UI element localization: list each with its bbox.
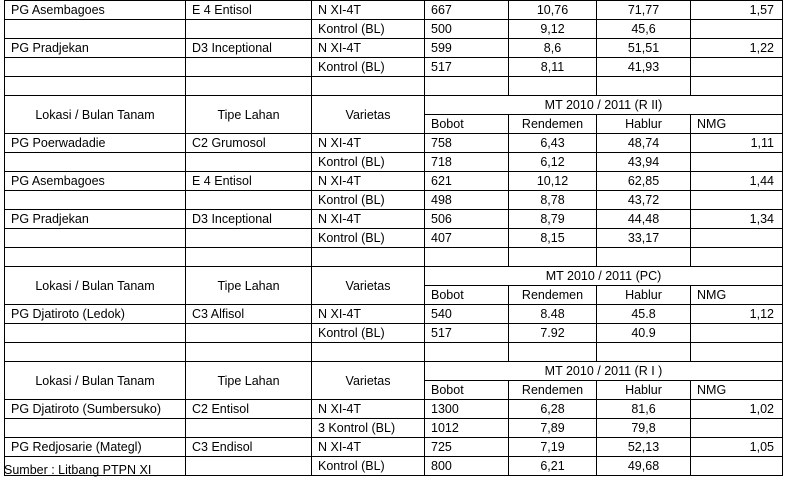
cell-bobot: 517: [425, 324, 509, 343]
table-row: [5, 1, 783, 20]
header-bobot: Bobot: [425, 286, 509, 305]
cell-hablur: 41,93: [597, 58, 691, 77]
table-row: [5, 58, 783, 77]
table-row: [5, 20, 783, 39]
cell-varietas: N XI-4T: [312, 1, 425, 20]
cell-nmg: 1,22: [691, 39, 783, 58]
cell-nmg: [691, 191, 783, 210]
table-row: [5, 210, 783, 229]
empty-cell: [5, 248, 186, 267]
cell-varietas: Kontrol (BL): [312, 324, 425, 343]
header-rendemen: Rendemen: [509, 286, 597, 305]
cell-rendemen: 10,12: [509, 172, 597, 191]
cell-tipe-lahan: E 4 Entisol: [186, 172, 312, 191]
cell-tipe-lahan: [186, 419, 312, 438]
cell-bobot: 758: [425, 134, 509, 153]
empty-cell: [691, 248, 783, 267]
data-table: [4, 0, 783, 476]
cell-nmg: [691, 457, 783, 476]
header-lokasi: Lokasi / Bulan Tanam: [5, 362, 186, 400]
cell-varietas: N XI-4T: [312, 305, 425, 324]
header-tipe-lahan: Tipe Lahan: [186, 362, 312, 400]
cell-bobot: 800: [425, 457, 509, 476]
empty-cell: [597, 77, 691, 96]
cell-tipe-lahan: C2 Grumosol: [186, 134, 312, 153]
header-season: MT 2010 / 2011 (R II): [425, 96, 783, 115]
empty-cell: [691, 77, 783, 96]
cell-rendemen: 6,43: [509, 134, 597, 153]
cell-hablur: 62,85: [597, 172, 691, 191]
cell-nmg: [691, 58, 783, 77]
cell-lokasi: PG Redjosarie (Mategl): [5, 438, 186, 457]
header-hablur: Hablur: [597, 381, 691, 400]
header-season: MT 2010 / 2011 (R I ): [425, 362, 783, 381]
cell-bobot: 725: [425, 438, 509, 457]
cell-varietas: Kontrol (BL): [312, 153, 425, 172]
spacer-row: [5, 248, 783, 267]
cell-nmg: 1,05: [691, 438, 783, 457]
cell-tipe-lahan: [186, 229, 312, 248]
cell-bobot: 667: [425, 1, 509, 20]
header-lokasi: Lokasi / Bulan Tanam: [5, 96, 186, 134]
cell-lokasi: PG Poerwadadie: [5, 134, 186, 153]
cell-rendemen: 8,6: [509, 39, 597, 58]
cell-lokasi: PG Pradjekan: [5, 39, 186, 58]
header-nmg: NMG: [691, 115, 783, 134]
header-bobot: Bobot: [425, 381, 509, 400]
cell-tipe-lahan: [186, 20, 312, 39]
empty-cell: [509, 248, 597, 267]
cell-bobot: 1300: [425, 400, 509, 419]
empty-cell: [509, 343, 597, 362]
cell-varietas: Kontrol (BL): [312, 457, 425, 476]
cell-hablur: 33,17: [597, 229, 691, 248]
header-varietas: Varietas: [312, 362, 425, 400]
cell-rendemen: 7,89: [509, 419, 597, 438]
cell-lokasi: [5, 419, 186, 438]
cell-lokasi: [5, 20, 186, 39]
cell-varietas: N XI-4T: [312, 134, 425, 153]
header-season: MT 2010 / 2011 (PC): [425, 267, 783, 286]
cell-bobot: 718: [425, 153, 509, 172]
table-row: [5, 324, 783, 343]
cell-hablur: 45.8: [597, 305, 691, 324]
empty-cell: [312, 77, 425, 96]
cell-varietas: N XI-4T: [312, 400, 425, 419]
cell-hablur: 71,77: [597, 1, 691, 20]
cell-lokasi: [5, 324, 186, 343]
table-row: [5, 134, 783, 153]
cell-hablur: 45,6: [597, 20, 691, 39]
cell-varietas: N XI-4T: [312, 39, 425, 58]
cell-rendemen: 7,19: [509, 438, 597, 457]
cell-rendemen: 8,78: [509, 191, 597, 210]
cell-nmg: [691, 419, 783, 438]
spacer-row: [5, 343, 783, 362]
header-tipe-lahan: Tipe Lahan: [186, 267, 312, 305]
cell-varietas: 3 Kontrol (BL): [312, 419, 425, 438]
empty-cell: [597, 343, 691, 362]
cell-tipe-lahan: [186, 457, 312, 476]
cell-rendemen: 6,21: [509, 457, 597, 476]
cell-tipe-lahan: E 4 Entisol: [186, 1, 312, 20]
empty-cell: [186, 248, 312, 267]
cell-hablur: 51,51: [597, 39, 691, 58]
cell-bobot: 540: [425, 305, 509, 324]
empty-cell: [425, 248, 509, 267]
empty-cell: [312, 343, 425, 362]
cell-tipe-lahan: [186, 58, 312, 77]
cell-hablur: 48,74: [597, 134, 691, 153]
cell-hablur: 81,6: [597, 400, 691, 419]
cell-varietas: Kontrol (BL): [312, 191, 425, 210]
cell-varietas: Kontrol (BL): [312, 229, 425, 248]
table-row: [5, 39, 783, 58]
cell-nmg: 1,12: [691, 305, 783, 324]
empty-cell: [425, 343, 509, 362]
empty-cell: [5, 343, 186, 362]
empty-cell: [186, 343, 312, 362]
empty-cell: [312, 248, 425, 267]
cell-hablur: 49,68: [597, 457, 691, 476]
cell-nmg: 1,44: [691, 172, 783, 191]
empty-cell: [691, 343, 783, 362]
header-varietas: Varietas: [312, 267, 425, 305]
cell-rendemen: 8,79: [509, 210, 597, 229]
cell-hablur: 43,72: [597, 191, 691, 210]
cell-lokasi: [5, 153, 186, 172]
header-rendemen: Rendemen: [509, 115, 597, 134]
cell-lokasi: PG Djatiroto (Sumbersuko): [5, 400, 186, 419]
cell-hablur: 43,94: [597, 153, 691, 172]
cell-nmg: 1,57: [691, 1, 783, 20]
cell-bobot: 500: [425, 20, 509, 39]
cell-lokasi: [5, 229, 186, 248]
cell-lokasi: PG Djatiroto (Ledok): [5, 305, 186, 324]
spacer-row: [5, 77, 783, 96]
cell-rendemen: 6,12: [509, 153, 597, 172]
cell-varietas: N XI-4T: [312, 210, 425, 229]
empty-cell: [597, 248, 691, 267]
cell-rendemen: 8.48: [509, 305, 597, 324]
cell-nmg: [691, 229, 783, 248]
table-row: [5, 438, 783, 457]
table-row: [5, 153, 783, 172]
cell-lokasi: PG Asembagoes: [5, 172, 186, 191]
cell-varietas: N XI-4T: [312, 438, 425, 457]
cell-varietas: Kontrol (BL): [312, 20, 425, 39]
cell-varietas: Kontrol (BL): [312, 58, 425, 77]
table-row: [5, 305, 783, 324]
cell-tipe-lahan: [186, 153, 312, 172]
header-varietas: Varietas: [312, 96, 425, 134]
table-row: [5, 419, 783, 438]
header-tipe-lahan: Tipe Lahan: [186, 96, 312, 134]
cell-bobot: 506: [425, 210, 509, 229]
table-row: [5, 229, 783, 248]
table-row: [5, 191, 783, 210]
cell-nmg: [691, 153, 783, 172]
source-note: Sumber : Litbang PTPN XI: [4, 463, 152, 477]
header-nmg: NMG: [691, 286, 783, 305]
cell-lokasi: PG Asembagoes: [5, 1, 186, 20]
header-row: [5, 362, 783, 381]
cell-rendemen: 7.92: [509, 324, 597, 343]
header-hablur: Hablur: [597, 115, 691, 134]
cell-tipe-lahan: C3 Endisol: [186, 438, 312, 457]
cell-rendemen: 9,12: [509, 20, 597, 39]
cell-bobot: 498: [425, 191, 509, 210]
cell-nmg: 1,34: [691, 210, 783, 229]
cell-bobot: 1012: [425, 419, 509, 438]
header-nmg: NMG: [691, 381, 783, 400]
cell-rendemen: 8,11: [509, 58, 597, 77]
cell-lokasi: PG Pradjekan: [5, 210, 186, 229]
cell-bobot: 621: [425, 172, 509, 191]
cell-hablur: 44,48: [597, 210, 691, 229]
cell-tipe-lahan: D3 Inceptional: [186, 39, 312, 58]
header-rendemen: Rendemen: [509, 381, 597, 400]
cell-tipe-lahan: D3 Inceptional: [186, 210, 312, 229]
header-hablur: Hablur: [597, 286, 691, 305]
header-bobot: Bobot: [425, 115, 509, 134]
empty-cell: [5, 77, 186, 96]
cell-bobot: 407: [425, 229, 509, 248]
cell-nmg: [691, 324, 783, 343]
empty-cell: [425, 77, 509, 96]
cell-lokasi: [5, 191, 186, 210]
cell-hablur: 40.9: [597, 324, 691, 343]
cell-tipe-lahan: C3 Alfisol: [186, 305, 312, 324]
header-row: [5, 96, 783, 115]
cell-varietas: N XI-4T: [312, 172, 425, 191]
cell-nmg: 1,11: [691, 134, 783, 153]
cell-bobot: 599: [425, 39, 509, 58]
cell-rendemen: 8,15: [509, 229, 597, 248]
empty-cell: [509, 77, 597, 96]
cell-tipe-lahan: [186, 191, 312, 210]
empty-cell: [186, 77, 312, 96]
table-row: [5, 400, 783, 419]
header-row: [5, 267, 783, 286]
cell-hablur: 52,13: [597, 438, 691, 457]
cell-bobot: 517: [425, 58, 509, 77]
cell-nmg: 1,02: [691, 400, 783, 419]
cell-nmg: [691, 20, 783, 39]
cell-hablur: 79,8: [597, 419, 691, 438]
table-row: [5, 172, 783, 191]
cell-tipe-lahan: [186, 324, 312, 343]
cell-lokasi: [5, 58, 186, 77]
header-lokasi: Lokasi / Bulan Tanam: [5, 267, 186, 305]
cell-rendemen: 6,28: [509, 400, 597, 419]
cell-rendemen: 10,76: [509, 1, 597, 20]
cell-tipe-lahan: C2 Entisol: [186, 400, 312, 419]
